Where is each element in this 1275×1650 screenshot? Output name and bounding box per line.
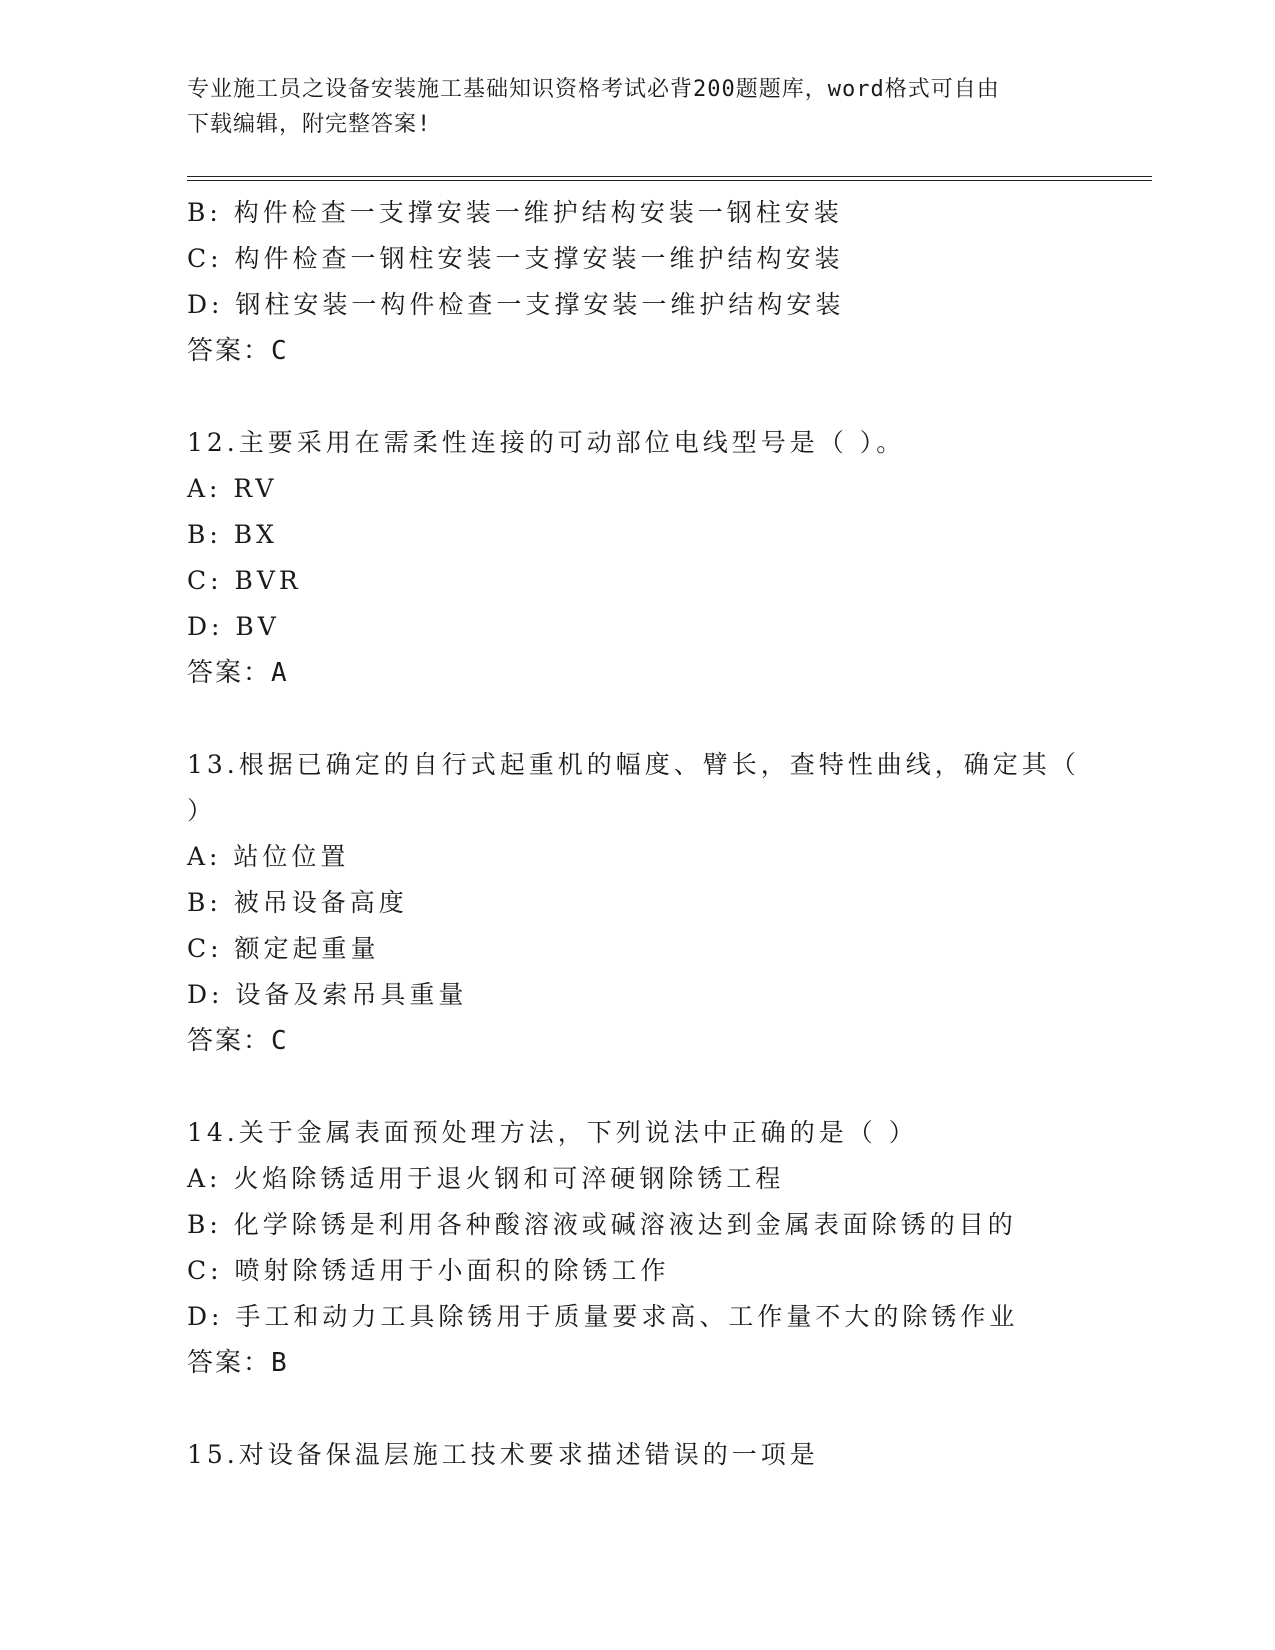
option-b: B: 化学除锈是利用各种酸溶液或碱溶液达到金属表面除锈的目的 (187, 1210, 1017, 1239)
option-a: A: RV (187, 474, 278, 503)
option-b: B: BX (187, 520, 278, 549)
question-stem-line-1: 13.根据已确定的自行式起重机的幅度、臂长，查特性曲线，确定其（ (187, 750, 1080, 779)
spacer (187, 1386, 1147, 1432)
answer: 答案：C (187, 336, 289, 366)
option-c: C: 构件检查一钢柱安装一支撑安装一维护结构安装 (187, 244, 844, 273)
question-11-tail (187, 190, 1147, 374)
header-divider (187, 176, 1152, 181)
question-stem: 12.主要采用在需柔性连接的可动部位电线型号是（ ）。 (187, 428, 906, 457)
option-a: A: 站位位置 (187, 842, 350, 871)
answer: 答案：C (187, 1026, 289, 1056)
spacer (187, 374, 1147, 420)
question-list (187, 190, 1147, 1478)
question-14 (187, 1110, 1147, 1386)
header-title-line-2: 下载编辑，附完整答案! (187, 112, 432, 137)
spacer (187, 1064, 1147, 1110)
option-c: C: 喷射除锈适用于小面积的除锈工作 (187, 1256, 670, 1285)
option-d: D: 手工和动力工具除锈用于质量要求高、工作量不大的除锈作业 (187, 1302, 1019, 1331)
option-a: A: 火焰除锈适用于退火钢和可淬硬钢除锈工程 (187, 1164, 785, 1193)
answer: 答案：A (187, 658, 289, 688)
header-title-line-1: 专业施工员之设备安装施工基础知识资格考试必背200题题库，word格式可自由 (187, 77, 1000, 102)
page-header (187, 72, 1087, 142)
answer: 答案：B (187, 1348, 289, 1378)
option-d: D: 钢柱安装一构件检查一支撑安装一维护结构安装 (187, 290, 845, 319)
option-d: D: BV (187, 612, 280, 641)
option-d: D: 设备及索吊具重量 (187, 980, 468, 1009)
question-12 (187, 420, 1147, 696)
option-c: C: BVR (187, 566, 302, 595)
question-15 (187, 1432, 1147, 1478)
option-b: B: 构件检查一支撑安装一维护结构安装一钢柱安装 (187, 198, 843, 227)
spacer (187, 696, 1147, 742)
question-stem: 14.关于金属表面预处理方法，下列说法中正确的是（ ） (187, 1118, 918, 1147)
question-stem: 15.对设备保温层施工技术要求描述错误的一项是 (187, 1440, 819, 1469)
question-stem-line-2: ） (187, 796, 217, 825)
option-c: C: 额定起重量 (187, 934, 380, 963)
option-b: B: 被吊设备高度 (187, 888, 408, 917)
question-13 (187, 742, 1147, 1064)
